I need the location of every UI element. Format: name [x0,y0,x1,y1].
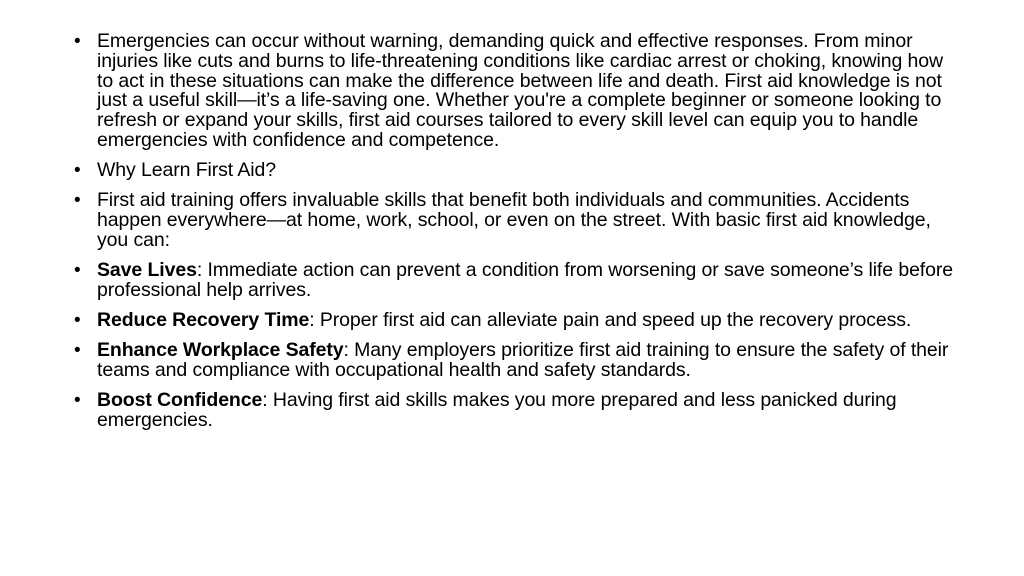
bullet-dot-icon: • [74,340,81,362]
bullet-text: : Immediate action can prevent a condition from worsening or save someone’s life before professional help arrives. [97,259,954,301]
bullet-dot-icon: • [74,190,81,212]
bullet-text: : Many employers prioritize first aid training to ensure the safety of their teams and compliance with occupational health and safety standards. [97,339,949,382]
bullet-item-boost-confidence [74,391,954,431]
bullet-item-workplace-safety [74,341,954,381]
bullet-text: Emergencies can occur without warning, demanding quick and effective responses. From minor injuries like cuts and burns to life-threatening conditions like cardiac arrest or choking, knowing how to act in these situations can make the difference between life and death. First aid knowledge is not just a useful skill—it’s a life-saving one. Whether you're a complete beginner or someone looking to refresh or expand your skills, first aid courses tailored to every skill level can equip you to handle emergencies with confidence and competence. [97,30,943,151]
bullet-text: Why Learn First Aid? [97,159,276,182]
bullet-item-intro [74,32,954,151]
bullet-term: Save Lives [97,259,197,282]
bullet-item-training-benefits [74,191,954,250]
bullet-item-reduce-recovery [74,311,954,331]
bullet-text: : Proper first aid can alleviate pain and speed up the recovery process. [309,309,912,332]
bullet-list [74,32,954,441]
bullet-text: : Having first aid skills makes you more prepared and less panicked during emergencies. [97,389,897,432]
bullet-text: First aid training offers invaluable skills that benefit both individuals and communities. Accidents happen everywhere—at home, work, school, or even on the street. With basic first aid knowledge, you can: [97,189,931,251]
bullet-term: Enhance Workplace Safety [97,339,344,362]
bullet-dot-icon: • [74,160,81,182]
bullet-item-why-learn [74,161,954,181]
bullet-dot-icon: • [74,260,81,282]
bullet-dot-icon: • [74,390,81,412]
bullet-dot-icon: • [74,310,81,332]
bullet-dot-icon: • [74,31,81,52]
bullet-term: Boost Confidence [97,389,263,412]
bullet-item-save-lives [74,261,954,301]
bullet-term: Reduce Recovery Time [97,309,310,332]
